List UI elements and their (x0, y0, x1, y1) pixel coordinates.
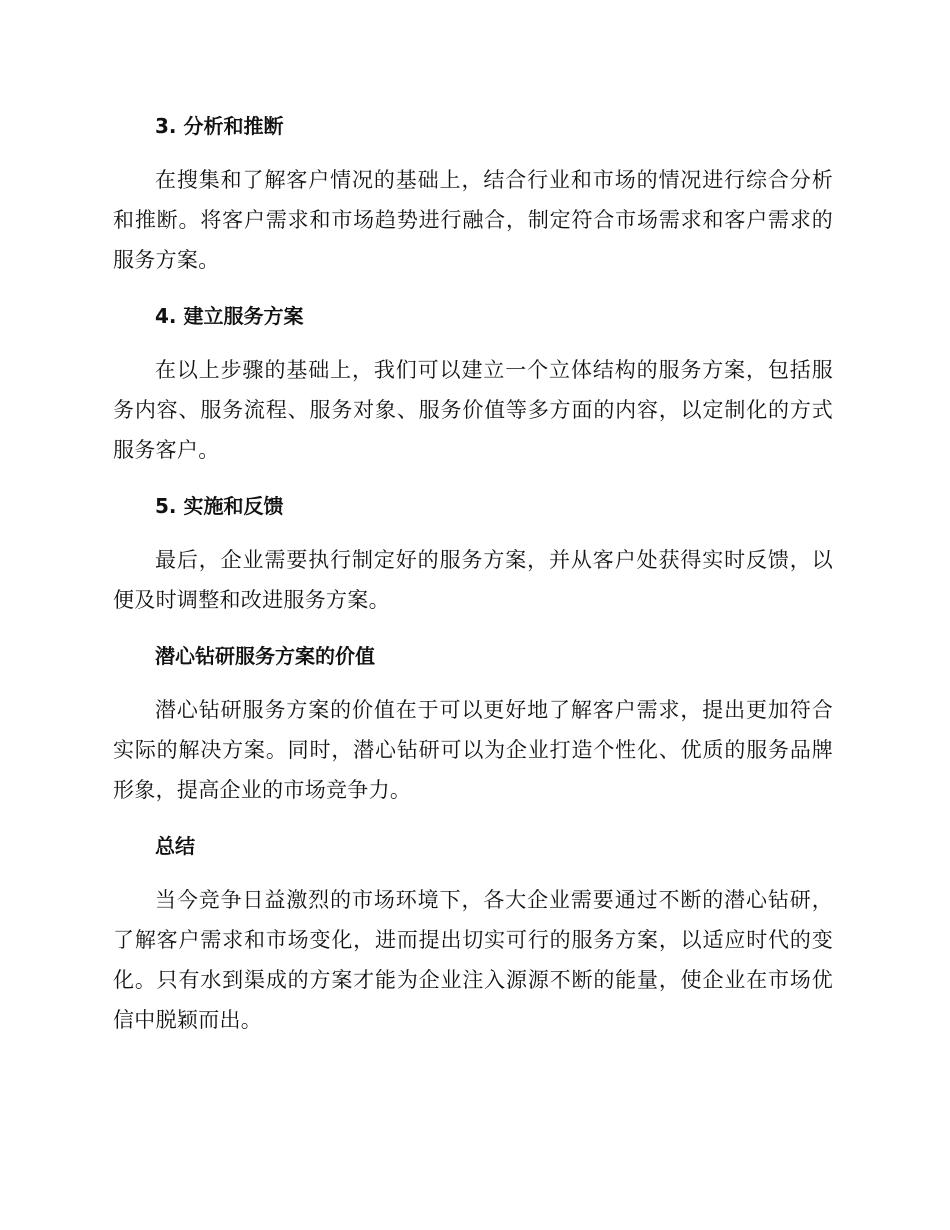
section-heading-implement-feedback: 5. 实施和反馈 (155, 494, 284, 518)
section-paragraph-summary: 当今竞争日益激烈的市场环境下，各大企业需要通过不断的潜心钻研，了解客户需求和市场变化，进而提出切实可行的服务方案，以适应时代的变化。只有水到渠成的方案才能为企业注入源源不断的能量，使企业在市场优信中脱颖而出。 (113, 888, 833, 1032)
section-paragraph-implement-feedback: 最后，企业需要执行制定好的服务方案，并从客户处获得实时反馈，以便及时调整和改进服务方案。 (113, 548, 833, 612)
section-heading-analysis: 3. 分析和推断 (155, 114, 284, 138)
section-heading-value: 潜心钻研服务方案的价值 (155, 644, 375, 668)
document-page (113, 106, 833, 1056)
section-paragraph-build-plan: 在以上步骤的基础上，我们可以建立一个立体结构的服务方案，包括服务内容、服务流程、服务对象、服务价值等多方面的内容，以定制化的方式服务客户。 (113, 358, 833, 462)
section-heading-summary: 总结 (155, 834, 195, 858)
section-paragraph-analysis: 在搜集和了解客户情况的基础上，结合行业和市场的情况进行综合分析和推断。将客户需求和市场趋势进行融合，制定符合市场需求和客户需求的服务方案。 (113, 168, 833, 272)
section-paragraph-value: 潜心钻研服务方案的价值在于可以更好地了解客户需求，提出更加符合实际的解决方案。同时，潜心钻研可以为企业打造个性化、优质的服务品牌形象，提高企业的市场竞争力。 (113, 698, 833, 802)
section-heading-build-plan: 4. 建立服务方案 (155, 304, 304, 328)
